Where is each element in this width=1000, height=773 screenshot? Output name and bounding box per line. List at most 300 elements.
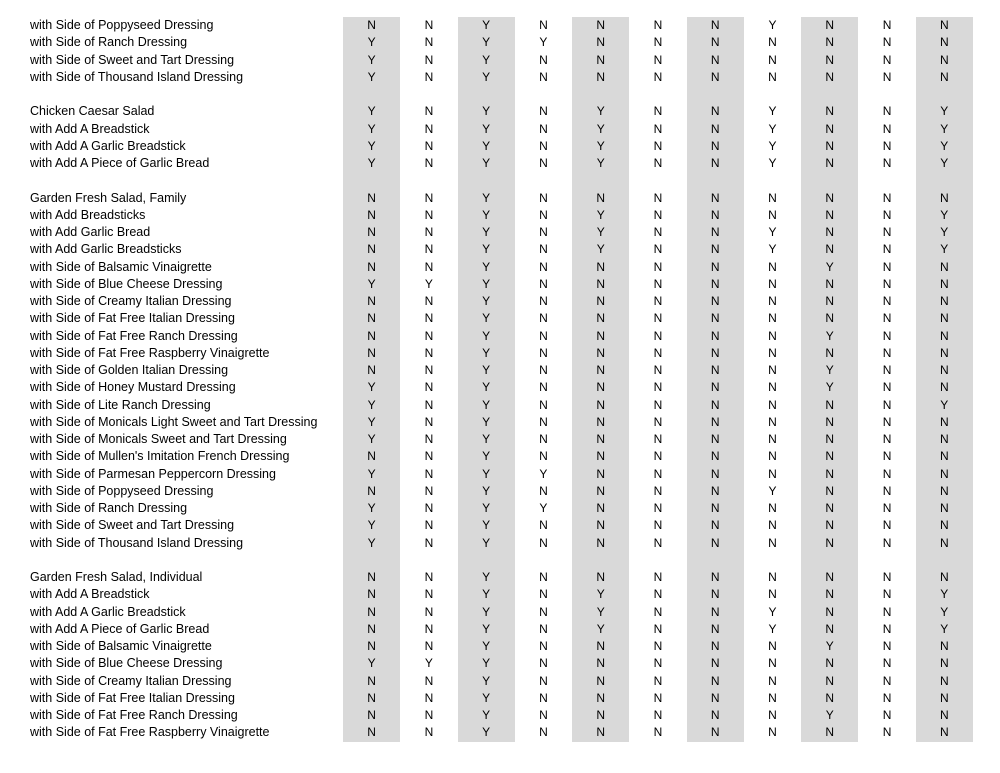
value-cell: N bbox=[539, 225, 548, 239]
value-cell: N bbox=[424, 483, 434, 498]
table-row bbox=[0, 69, 973, 86]
row-label bbox=[0, 172, 343, 189]
value-cell: N bbox=[882, 449, 892, 464]
value-cell bbox=[400, 552, 457, 569]
table-row bbox=[0, 604, 973, 621]
row-label: with Add A Garlic Breadstick bbox=[30, 604, 186, 619]
value-cell: N bbox=[882, 52, 892, 67]
table-row bbox=[0, 34, 973, 51]
value-cell: N bbox=[801, 276, 858, 293]
value-cell: N bbox=[424, 621, 434, 636]
table-row bbox=[0, 707, 973, 724]
value-cell bbox=[801, 172, 858, 189]
value-cell: N bbox=[916, 569, 973, 586]
value-cell: N bbox=[916, 414, 973, 431]
value-cell: N bbox=[424, 363, 434, 377]
value-cell: N bbox=[572, 345, 629, 362]
value-cell: N bbox=[539, 294, 548, 308]
value-cell: N bbox=[801, 569, 858, 586]
value-cell bbox=[343, 552, 400, 569]
value-cell: Y bbox=[458, 328, 515, 345]
value-cell: Y bbox=[343, 431, 400, 448]
value-cell: Y bbox=[572, 207, 629, 224]
value-cell: N bbox=[916, 673, 973, 690]
value-cell: N bbox=[687, 138, 744, 155]
value-cell: Y bbox=[768, 483, 777, 498]
value-cell: Y bbox=[458, 190, 515, 207]
value-cell: Y bbox=[768, 121, 777, 136]
value-cell: N bbox=[916, 431, 973, 448]
row-label: with Add Breadsticks bbox=[30, 207, 146, 222]
value-cell: Y bbox=[458, 655, 515, 672]
value-cell: N bbox=[424, 138, 434, 153]
value-cell: N bbox=[653, 380, 663, 395]
value-cell: N bbox=[687, 569, 744, 586]
value-cell: Y bbox=[916, 103, 973, 120]
value-cell: N bbox=[653, 276, 663, 291]
value-cell bbox=[916, 172, 973, 189]
value-cell: Y bbox=[458, 673, 515, 690]
value-cell: Y bbox=[458, 52, 515, 69]
value-cell: N bbox=[882, 18, 892, 32]
value-cell: N bbox=[916, 690, 973, 707]
value-cell: N bbox=[687, 517, 744, 534]
value-cell: N bbox=[343, 569, 400, 586]
value-cell: N bbox=[539, 449, 548, 464]
value-cell: N bbox=[539, 18, 548, 32]
row-label: with Add A Piece of Garlic Bread bbox=[30, 621, 210, 636]
value-cell: N bbox=[539, 621, 548, 636]
value-cell: N bbox=[916, 34, 973, 51]
row-label bbox=[0, 552, 343, 569]
table-row bbox=[0, 621, 973, 638]
value-cell: Y bbox=[458, 362, 515, 379]
row-label: with Side of Parmesan Peppercorn Dressing bbox=[30, 466, 276, 481]
value-cell: N bbox=[539, 190, 548, 205]
value-cell: N bbox=[882, 501, 892, 515]
table-row bbox=[0, 17, 973, 34]
value-cell: N bbox=[424, 466, 434, 481]
value-cell: N bbox=[539, 483, 548, 498]
row-label: with Add A Garlic Breadstick bbox=[30, 138, 186, 153]
value-cell: N bbox=[539, 207, 548, 222]
value-cell: N bbox=[801, 155, 858, 172]
value-cell bbox=[687, 552, 744, 569]
value-cell: N bbox=[572, 17, 629, 34]
value-cell: N bbox=[653, 190, 663, 205]
value-cell: N bbox=[801, 431, 858, 448]
value-cell: Y bbox=[768, 104, 777, 119]
value-cell bbox=[744, 552, 801, 569]
value-cell: N bbox=[768, 570, 777, 584]
value-cell: N bbox=[882, 518, 892, 533]
value-cell: Y bbox=[458, 535, 515, 552]
value-cell: N bbox=[653, 708, 663, 722]
value-cell: N bbox=[687, 362, 744, 379]
value-cell: Y bbox=[458, 500, 515, 517]
value-cell bbox=[629, 86, 686, 103]
value-cell: N bbox=[653, 501, 663, 515]
value-cell: N bbox=[539, 656, 548, 671]
value-cell: Y bbox=[916, 604, 973, 621]
value-cell: N bbox=[653, 259, 663, 274]
row-label: with Side of Honey Mustard Dressing bbox=[30, 380, 236, 395]
value-cell: N bbox=[424, 690, 434, 705]
value-cell: N bbox=[653, 138, 663, 153]
value-cell: N bbox=[687, 604, 744, 621]
value-cell: Y bbox=[343, 121, 400, 138]
value-cell: N bbox=[424, 242, 434, 257]
value-cell: N bbox=[539, 259, 548, 274]
value-cell: N bbox=[653, 18, 663, 32]
row-label: with Side of Creamy Italian Dressing bbox=[30, 673, 232, 688]
table-row bbox=[0, 310, 973, 327]
value-cell: N bbox=[687, 707, 744, 724]
value-cell: N bbox=[882, 380, 892, 395]
value-cell: Y bbox=[539, 501, 548, 515]
value-cell: N bbox=[653, 397, 663, 412]
value-cell: N bbox=[916, 362, 973, 379]
row-label: with Side of Poppyseed Dressing bbox=[30, 483, 214, 498]
value-cell: N bbox=[424, 518, 434, 533]
value-cell: N bbox=[539, 156, 548, 170]
value-cell: N bbox=[572, 362, 629, 379]
value-cell: N bbox=[768, 259, 777, 274]
value-cell: N bbox=[539, 104, 548, 119]
value-cell: N bbox=[687, 621, 744, 638]
value-cell: N bbox=[343, 328, 400, 345]
value-cell: N bbox=[343, 224, 400, 241]
value-cell: Y bbox=[458, 690, 515, 707]
value-cell: N bbox=[916, 310, 973, 327]
value-cell: N bbox=[801, 138, 858, 155]
value-cell: Y bbox=[458, 207, 515, 224]
value-cell bbox=[572, 86, 629, 103]
value-cell: N bbox=[687, 276, 744, 293]
value-cell: Y bbox=[801, 328, 858, 345]
value-cell: N bbox=[653, 690, 663, 705]
value-cell: N bbox=[653, 345, 663, 360]
value-cell: N bbox=[882, 225, 892, 239]
table-row bbox=[0, 103, 973, 120]
row-label: with Side of Monicals Sweet and Tart Dressing bbox=[30, 432, 287, 446]
value-cell: N bbox=[424, 604, 434, 619]
table-row bbox=[0, 483, 973, 500]
row-label: Garden Fresh Salad, Individual bbox=[30, 570, 203, 584]
row-label bbox=[0, 86, 343, 103]
value-cell: N bbox=[687, 224, 744, 241]
value-cell: N bbox=[343, 673, 400, 690]
row-label: with Side of Fat Free Italian Dressing bbox=[30, 311, 235, 326]
value-cell: N bbox=[687, 586, 744, 603]
value-cell: N bbox=[687, 69, 744, 86]
value-cell: N bbox=[653, 156, 663, 170]
value-cell: N bbox=[801, 17, 858, 34]
value-cell: N bbox=[539, 587, 548, 602]
row-label: with Add A Breadstick bbox=[30, 587, 150, 602]
value-cell: Y bbox=[458, 293, 515, 310]
value-cell: Y bbox=[801, 707, 858, 724]
value-cell: N bbox=[424, 639, 434, 653]
value-cell: N bbox=[882, 311, 892, 326]
value-cell: N bbox=[424, 414, 434, 429]
value-cell bbox=[458, 86, 515, 103]
row-label: with Side of Poppyseed Dressing bbox=[30, 18, 214, 32]
value-cell: N bbox=[572, 500, 629, 517]
row-label: with Add A Breadstick bbox=[30, 121, 150, 136]
table-row bbox=[0, 414, 973, 431]
row-label: with Side of Fat Free Ranch Dressing bbox=[30, 708, 238, 722]
value-cell: N bbox=[424, 380, 434, 395]
table-row bbox=[0, 224, 973, 241]
value-cell: N bbox=[801, 310, 858, 327]
value-cell: N bbox=[801, 241, 858, 258]
value-cell: N bbox=[801, 52, 858, 69]
value-cell: N bbox=[572, 310, 629, 327]
value-cell: Y bbox=[458, 17, 515, 34]
value-cell: Y bbox=[343, 69, 400, 86]
value-cell: N bbox=[916, 535, 973, 552]
value-cell: N bbox=[916, 69, 973, 86]
value-cell: N bbox=[687, 155, 744, 172]
value-cell: Y bbox=[458, 604, 515, 621]
value-cell: N bbox=[768, 725, 777, 740]
value-cell: N bbox=[882, 397, 892, 412]
value-cell: N bbox=[768, 432, 777, 446]
value-cell: N bbox=[343, 638, 400, 655]
value-cell: N bbox=[653, 725, 663, 740]
value-cell: N bbox=[916, 655, 973, 672]
row-label: with Side of Thousand Island Dressing bbox=[30, 535, 244, 550]
value-cell: N bbox=[539, 311, 548, 326]
value-cell: N bbox=[343, 483, 400, 500]
value-cell: Y bbox=[916, 241, 973, 258]
row-label: with Side of Sweet and Tart Dressing bbox=[30, 518, 235, 533]
value-cell: Y bbox=[458, 638, 515, 655]
value-cell: N bbox=[424, 52, 434, 67]
row-label: with Side of Sweet and Tart Dressing bbox=[30, 52, 235, 67]
value-cell: N bbox=[801, 673, 858, 690]
value-cell: Y bbox=[458, 448, 515, 465]
value-cell: Y bbox=[539, 35, 548, 50]
value-cell: Y bbox=[424, 276, 433, 291]
value-cell: N bbox=[882, 259, 892, 274]
value-cell bbox=[801, 86, 858, 103]
value-cell: N bbox=[801, 621, 858, 638]
value-cell: N bbox=[801, 121, 858, 138]
value-cell: N bbox=[768, 690, 777, 705]
value-cell: Y bbox=[768, 18, 777, 32]
value-cell: N bbox=[572, 673, 629, 690]
table-row bbox=[0, 690, 973, 707]
value-cell: Y bbox=[768, 621, 777, 636]
value-cell: N bbox=[916, 190, 973, 207]
value-cell: N bbox=[572, 724, 629, 741]
value-cell: N bbox=[539, 380, 548, 395]
value-cell bbox=[858, 86, 915, 103]
value-cell: N bbox=[882, 104, 892, 119]
value-cell: N bbox=[768, 328, 777, 343]
value-cell: N bbox=[539, 69, 548, 84]
table-row bbox=[0, 448, 973, 465]
value-cell: N bbox=[801, 34, 858, 51]
value-cell: N bbox=[539, 725, 548, 740]
value-cell: N bbox=[882, 414, 892, 429]
value-cell: Y bbox=[458, 103, 515, 120]
value-cell: N bbox=[687, 207, 744, 224]
value-cell: N bbox=[882, 294, 892, 308]
value-cell: Y bbox=[343, 155, 400, 172]
value-cell: Y bbox=[572, 155, 629, 172]
value-cell: N bbox=[653, 294, 663, 308]
value-cell bbox=[744, 172, 801, 189]
value-cell: N bbox=[687, 241, 744, 258]
value-cell: Y bbox=[458, 138, 515, 155]
value-cell bbox=[458, 172, 515, 189]
value-cell: N bbox=[687, 34, 744, 51]
value-cell: Y bbox=[343, 52, 400, 69]
value-cell: N bbox=[653, 225, 663, 239]
value-cell: N bbox=[801, 207, 858, 224]
value-cell bbox=[515, 86, 572, 103]
table-row bbox=[0, 155, 973, 172]
table-row bbox=[0, 500, 973, 517]
value-cell: N bbox=[687, 259, 744, 276]
value-cell: Y bbox=[916, 207, 973, 224]
value-cell: Y bbox=[458, 724, 515, 741]
value-cell: Y bbox=[458, 34, 515, 51]
value-cell: N bbox=[882, 587, 892, 602]
value-cell: N bbox=[424, 725, 434, 740]
value-cell: N bbox=[916, 724, 973, 741]
value-cell: N bbox=[916, 52, 973, 69]
value-cell: N bbox=[916, 707, 973, 724]
value-cell: N bbox=[653, 363, 663, 377]
value-cell: Y bbox=[458, 569, 515, 586]
value-cell: N bbox=[424, 259, 434, 274]
value-cell: N bbox=[653, 570, 663, 584]
value-cell: N bbox=[653, 35, 663, 50]
value-cell: N bbox=[882, 363, 892, 377]
table-row bbox=[0, 638, 973, 655]
value-cell: N bbox=[572, 707, 629, 724]
value-cell: N bbox=[687, 655, 744, 672]
value-cell: N bbox=[768, 656, 777, 671]
value-cell: N bbox=[653, 311, 663, 326]
value-cell: N bbox=[653, 432, 663, 446]
value-cell: N bbox=[424, 207, 434, 222]
value-cell: N bbox=[424, 432, 434, 446]
value-cell: N bbox=[424, 449, 434, 464]
value-cell: Y bbox=[572, 224, 629, 241]
value-cell bbox=[515, 172, 572, 189]
value-cell: N bbox=[424, 501, 434, 515]
table-row bbox=[0, 569, 973, 586]
value-cell: Y bbox=[572, 604, 629, 621]
value-cell: Y bbox=[801, 379, 858, 396]
table-row bbox=[0, 121, 973, 138]
spacer-row bbox=[0, 86, 973, 103]
value-cell: N bbox=[768, 363, 777, 377]
value-cell: N bbox=[653, 449, 663, 464]
value-cell: N bbox=[801, 448, 858, 465]
value-cell: N bbox=[539, 345, 548, 360]
value-cell: N bbox=[572, 397, 629, 414]
value-cell: N bbox=[572, 448, 629, 465]
value-cell bbox=[343, 172, 400, 189]
value-cell: Y bbox=[916, 155, 973, 172]
value-cell bbox=[400, 172, 457, 189]
value-cell: Y bbox=[343, 103, 400, 120]
value-cell: N bbox=[882, 466, 892, 481]
value-cell: N bbox=[916, 259, 973, 276]
value-cell: N bbox=[653, 656, 663, 671]
value-cell: N bbox=[343, 241, 400, 258]
value-cell: N bbox=[653, 328, 663, 343]
value-cell bbox=[629, 552, 686, 569]
row-label: with Side of Fat Free Ranch Dressing bbox=[30, 328, 238, 343]
value-cell: N bbox=[572, 259, 629, 276]
value-cell: N bbox=[882, 725, 892, 740]
value-cell: N bbox=[768, 639, 777, 653]
value-cell: N bbox=[768, 501, 777, 515]
value-cell bbox=[858, 172, 915, 189]
table-row bbox=[0, 517, 973, 534]
value-cell: N bbox=[882, 656, 892, 671]
row-label: with Side of Fat Free Raspberry Vinaigrette bbox=[30, 725, 270, 740]
value-cell: N bbox=[539, 121, 548, 136]
value-cell: N bbox=[882, 35, 892, 50]
value-cell: N bbox=[424, 345, 434, 360]
value-cell: Y bbox=[916, 586, 973, 603]
value-cell: N bbox=[687, 190, 744, 207]
value-cell: N bbox=[882, 138, 892, 153]
value-cell: Y bbox=[343, 655, 400, 672]
value-cell: N bbox=[424, 708, 434, 722]
value-cell: N bbox=[424, 294, 434, 308]
value-cell: Y bbox=[916, 224, 973, 241]
value-cell: N bbox=[882, 328, 892, 343]
value-cell: N bbox=[572, 431, 629, 448]
value-cell: N bbox=[882, 535, 892, 550]
value-cell: N bbox=[916, 517, 973, 534]
value-cell: Y bbox=[768, 225, 777, 239]
value-cell: N bbox=[424, 225, 434, 239]
value-cell: N bbox=[687, 638, 744, 655]
value-cell: N bbox=[768, 207, 777, 222]
value-cell bbox=[572, 552, 629, 569]
value-cell: Y bbox=[458, 259, 515, 276]
value-cell: N bbox=[687, 466, 744, 483]
value-cell: N bbox=[882, 690, 892, 705]
value-cell: N bbox=[539, 690, 548, 705]
value-cell: Y bbox=[343, 535, 400, 552]
value-cell: Y bbox=[768, 138, 777, 153]
value-cell: N bbox=[343, 707, 400, 724]
value-cell: N bbox=[572, 517, 629, 534]
table-row bbox=[0, 276, 973, 293]
value-cell: Y bbox=[539, 466, 548, 481]
value-cell bbox=[343, 86, 400, 103]
value-cell: N bbox=[653, 518, 663, 533]
value-cell: Y bbox=[458, 466, 515, 483]
value-cell: N bbox=[653, 621, 663, 636]
value-cell: N bbox=[572, 569, 629, 586]
value-cell: N bbox=[687, 673, 744, 690]
value-cell: N bbox=[687, 448, 744, 465]
value-cell: Y bbox=[343, 276, 400, 293]
table-row bbox=[0, 328, 973, 345]
